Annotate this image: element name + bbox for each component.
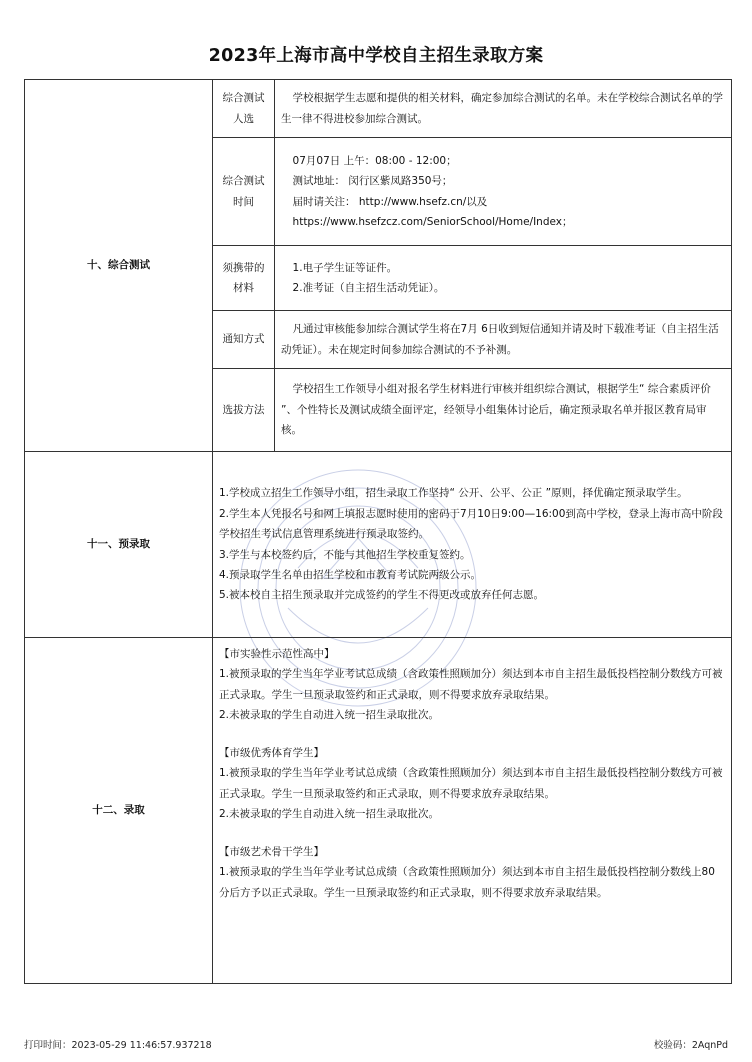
list-item: 1.被预录取的学生当年学业考试总成绩（含政策性照顾加分）须达到本市自主招生最低投档控制分数线上80分后方予以正式录取。学生一旦预录取签约和正式录取，则不得要求放弃录取结果。: [219, 866, 715, 899]
sub-label-materials: 须携带的 材料: [213, 246, 275, 311]
list-item: 4.预录取学生名单由招生学校和市教育考试院两级公示。: [219, 568, 482, 581]
list-item: 2.学生本人凭报名号和网上填报志愿时使用的密码于7月10日9:00—16:00到高中学校，登录上海市高中阶段学校招生考试信息管理系统进行预录取签约。: [219, 507, 723, 541]
cell-selection: 学校招生工作领导小组对报名学生材料进行审核并组织综合测试，根据学生“ 综合素质评价 ”、个性特长及测试成绩全面评定，经领导小组集体讨论后，确定预录取名单并报区教育局审核。: [275, 369, 732, 452]
sub-label-selection: 选拔方法: [213, 369, 275, 452]
check-code: 校验码：2AqnPd: [653, 1040, 728, 1051]
section-10-label: 十、综合测试: [25, 80, 213, 452]
section-11-label: 十一、预录取: [25, 452, 213, 638]
list-item: 1.被预录取的学生当年学业考试总成绩（含政策性照顾加分）须达到本市自主招生最低投档控制分数线方可被正式录取。学生一旦预录取签约和正式录取，则不得要求放弃录取结果。: [219, 668, 723, 701]
admission-plan-table: [24, 79, 732, 984]
sub-label-candidates: 综合测试 人选: [213, 80, 275, 138]
list-item: 3.学生与本校签约后，不能与其他招生学校重复签约。: [219, 548, 471, 561]
cell-candidates: 学校根据学生志愿和提供的相关材料，确定参加综合测试的名单。未在学校综合测试名单的学生一律不得进校参加综合测试。: [275, 80, 732, 138]
section-12-label: 十二、录取: [25, 638, 213, 984]
list-item: 1.被预录取的学生当年学业考试总成绩（含政策性照顾加分）须达到本市自主招生最低投档控制分数线方可被正式录取。学生一旦预录取签约和正式录取，则不得要求放弃录取结果。: [219, 767, 723, 800]
list-item: 5.被本校自主招生预录取并完成签约的学生不得更改或放弃任何志愿。: [219, 589, 545, 602]
cell-pre-admission: [213, 452, 732, 638]
list-item: 1.学校成立招生工作领导小组，招生录取工作坚持“ 公开、公平、公正 ”原则，择优确定预录取学生。: [219, 487, 688, 500]
cell-materials: 1.电子学生证等证件。 2.准考证（自主招生活动凭证）。: [275, 246, 732, 311]
group-heading: 【市级优秀体育学生】: [219, 746, 324, 759]
document-title: 2023年上海市高中学校自主招生录取方案: [208, 46, 544, 66]
sub-label-time: 综合测试 时间: [213, 138, 275, 246]
group-heading: 【市实验性示范性高中】: [219, 648, 335, 660]
print-time: 打印时间：2023-05-29 11:46:57.937218: [24, 1040, 212, 1051]
list-item: 2.未被录取的学生自动进入统一招生录取批次。: [219, 808, 440, 821]
cell-notification: 凡通过审核能参加综合测试学生将在7月 6日收到短信通知并请及时下载准考证（自主招生活动凭证）。未在规定时间参加综合测试的不予补测。: [275, 311, 732, 369]
group-heading: 【市级艺术骨干学生】: [219, 845, 324, 858]
list-item: 2.未被录取的学生自动进入统一招生录取批次。: [219, 709, 440, 722]
cell-time: 07月07日 上午：08:00 - 12:00； 测试地址： 闵行区紫凤路350号； 届时请关注： http://www.hsefz.cn/以及 https://www.hsefzcz.com/SeniorSchool/Home/Index；: [275, 138, 732, 246]
sub-label-notification: 通知方式: [213, 311, 275, 369]
cell-admission: [213, 638, 732, 984]
